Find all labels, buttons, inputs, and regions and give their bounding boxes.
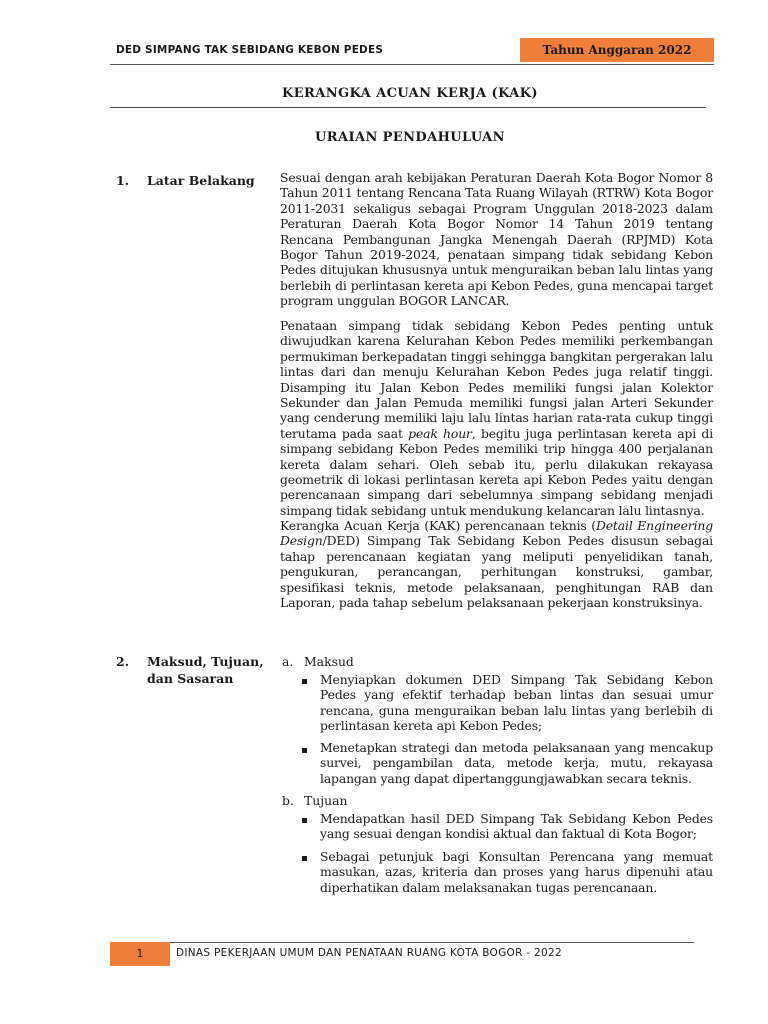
section-2-label-line-1: Maksud, Tujuan, [147,654,264,669]
subsection-heading: Tujuan [304,793,348,808]
bullet-item: Sebagai petunjuk bagi Konsultan Perencana yang memuat masukan, azas, kriteria dan proses yang harus dipenuhi atau diperhatikan dalam melaksanakan tugas perencanaan. [320,849,713,895]
section-2-number: 2. [116,654,130,669]
section-1-paragraph-1: Sesuai dengan arah kebijakan Peraturan Daerah Kota Bogor Nomor 8 Tahun 2011 tentang Rencana Tata Ruang Wilayah (RTRW) Kota Bogor 2011-2031 sekaligus sebagai Program Unggulan 2018-2023 dalam Peraturan Daerah Kota Bogor Nomor 14 Tahun 2019 tentang Rencana Pembangunan Jangka Menengah Daerah (RPJMD) Kota Bogor Tahun 2019-2024, penataan simpang tidak sebidang Kebon Pedes ditujukan khususnya untuk menguraikan beban lalu lintas yang berlebih di perlintasan kereta api Kebon Pedes, guna mencapai target program unggulan BOGOR LANCAR. [280,170,713,309]
section-1-label: Latar Belakang [147,173,255,188]
title-divider [110,107,706,108]
footer-divider [170,942,694,943]
bullet-item: Menyiapkan dokumen DED Simpang Tak Sebidang Kebon Pedes yang efektif terhadap beban lintas dan sesuai umur rencana, guna menguraikan beban lalu lintas yang berlebih di perlintasan kereta api Kebon Pedes; [320,672,713,734]
bullet-item: Mendapatkan hasil DED Simpang Tak Sebidang Kebon Pedes yang sesuai dengan kondisi aktual dan faktual di Kota Bogor; [320,811,713,842]
header-divider [110,64,714,65]
header-project-title: DED SIMPANG TAK SEBIDANG KEBON PEDES [116,44,384,56]
section-1-paragraph-2: Penataan simpang tidak sebidang Kebon Pedes penting untuk diwujudkan karena Kelurahan Kebon Pedes memiliki perkembangan permukiman berkepadatan tinggi sehingga bangkitan pergerakan lalu lintas dari dan menuju Kelurahan Kebon Pedes juga relatif tinggi. Disamping itu Jalan Kebon Pedes memiliki fungsi jalan Kolektor Sekunder dan Jalan Pemuda memiliki fungsi jalan Arteri Sekunder yang cenderung memiliki laju lalu lintas harian rata-rata cukup tinggi terutama pada saat peak hour, begitu juga perlintasan kereta api di simpang sebidang Kebon Pedes memiliki trip hingga 400 perjalanan kereta dalam sehari. Oleh sebab itu, perlu dilakukan rekayasa geometrik di lokasi perlintasan kereta api Kebon Pedes yaitu dengan perencanaan simpang dari sebelumnya simpang sebidang menjadi simpang tidak sebidang untuk mendukung kelancaran lalu lintasnya. [280,318,714,518]
subsection-maksud [282,654,354,669]
subsection-tujuan [282,793,347,808]
header-fiscal-year: Tahun Anggaran 2022 [520,38,714,62]
section-1-number: 1. [116,173,130,188]
bullet-item: Menetapkan strategi dan metoda pelaksanaan yang mencakup survei, pengambilan data, metode kerja, mutu, rekayasa lapangan yang dapat dipertanggungjawabkan secara teknis. [320,740,713,786]
bullet-square-icon [302,679,307,684]
bullet-square-icon [302,856,307,861]
section-2-label-line-2: dan Sasaran [147,671,234,686]
bullet-square-icon [302,748,307,753]
bullet-square-icon [302,818,307,823]
section-heading: URAIAN PENDAHULUAN [315,130,505,145]
subsection-heading: Maksud [304,654,354,669]
footer-agency: DINAS PEKERJAAN UMUM DAN PENATAAN RUANG KOTA BOGOR - 2022 [176,947,562,959]
document-title: KERANGKA ACUAN KERJA (KAK) [282,86,538,101]
page-number: 1 [110,942,170,966]
subsection-marker: b. [282,793,294,808]
subsection-marker: a. [282,654,294,669]
page-footer [110,942,694,966]
section-1-paragraph-3: Kerangka Acuan Kerja (KAK) perencanaan teknis (Detail Engineering Design/DED) Simpang Tak Sebidang Kebon Pedes disusun sebagai tahap perencanaan kegiatan yang meliputi penyelidikan tanah, pengukuran, perancangan, perhitungan konstruksi, gambar, spesifikasi teknis, metode pelaksanaan, penghitungan RAB dan Laporan, pada tahap sebelum pelaksanaan pekerjaan konstruksinya. [280,518,713,611]
page-header [110,38,714,62]
